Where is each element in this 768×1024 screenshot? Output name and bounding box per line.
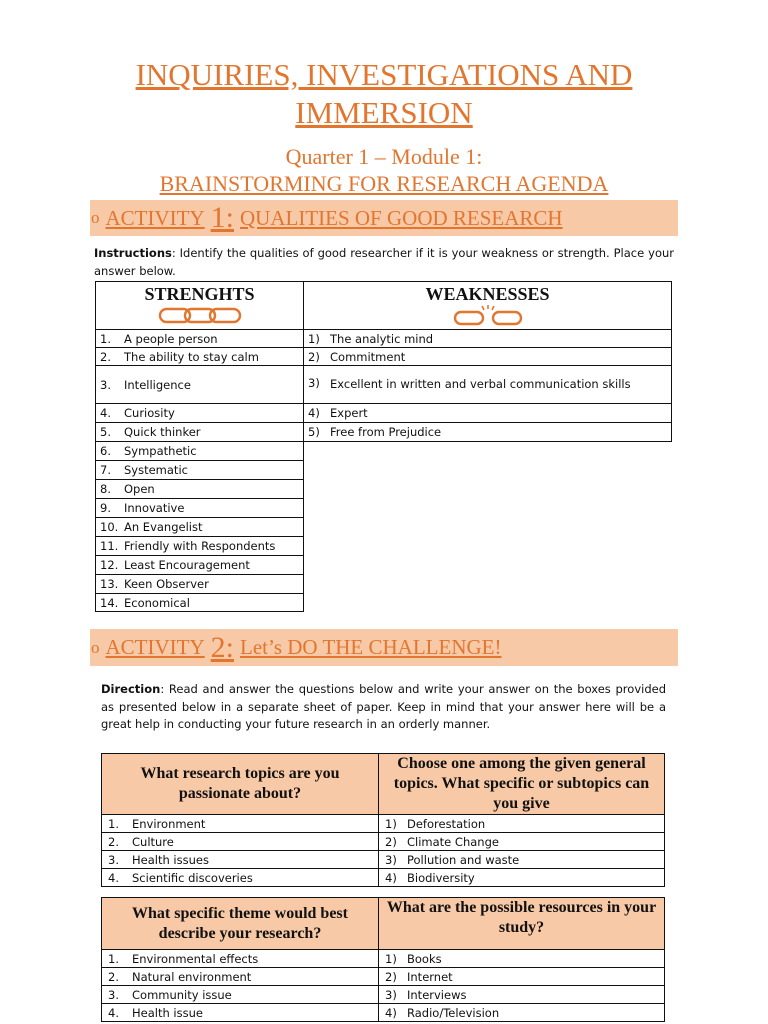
weaknesses-header-label: WEAKNESSES (425, 284, 550, 304)
bullet: o (91, 637, 100, 657)
activity1-banner (90, 200, 678, 236)
weakness-item: 1) The analytic mind (304, 330, 672, 348)
strength-item: 11. Friendly with Respondents (96, 537, 304, 556)
subtopic-item: 2) Climate Change (379, 833, 665, 851)
strengths-header-label: STRENGHTS (144, 284, 255, 304)
resource-item: 1) Books (379, 950, 665, 968)
subtopic-item: 3) Pollution and waste (379, 851, 665, 869)
activity2-banner (90, 629, 678, 666)
topics-table (101, 753, 665, 887)
strength-item: 1. A people person (96, 330, 304, 348)
activity2-label: ACTIVITY (105, 635, 205, 659)
strength-item: 10. An Evangelist (96, 518, 304, 537)
theme-item: 1. Environmental effects (102, 950, 379, 968)
weakness-item: 3) Excellent in written and verbal communication skills (304, 366, 672, 404)
resource-item: 3) Interviews (379, 986, 665, 1004)
strength-item: 13. Keen Observer (96, 575, 304, 594)
weakness-item: 5) Free from Prejudice (304, 423, 672, 442)
strengths-header (96, 282, 304, 330)
theme-header: What specific theme would best describe your research? (102, 898, 379, 950)
broken-chain-icon (453, 305, 523, 327)
activity1-number: 1: (210, 201, 234, 234)
activity1-title: QUALITIES OF GOOD RESEARCH (240, 205, 563, 230)
resources-header: What are the possible resources in your study? (379, 898, 665, 950)
direction-label: Direction (101, 682, 161, 696)
strength-item: 6. Sympathetic (96, 442, 304, 461)
passionate-topics-header: What research topics are you passionate about? (102, 754, 379, 815)
strength-item: 4. Curiosity (96, 404, 304, 423)
instructions-paragraph (94, 245, 674, 280)
direction-text: : Read and answer the questions below and write your answer on the boxes provided as presented below in a separate sheet of paper. Keep in mind that your answer here will be a great help in conducting your future research in an orderly manner. (101, 682, 666, 731)
direction-paragraph (101, 681, 666, 734)
weaknesses-header (304, 282, 672, 330)
strength-item: 8. Open (96, 480, 304, 499)
resource-item: 2) Internet (379, 968, 665, 986)
strength-item: 3. Intelligence (96, 366, 304, 404)
strength-item: 9. Innovative (96, 499, 304, 518)
strength-item: 7. Systematic (96, 461, 304, 480)
activity1-label: ACTIVITY (105, 205, 205, 230)
theme-item: 2. Natural environment (102, 968, 379, 986)
strength-item: 2. The ability to stay calm (96, 348, 304, 366)
quarter-label: Quarter 1 – Module 1: (285, 144, 483, 169)
topic-item: 3. Health issues (102, 851, 379, 869)
topic-item: 1. Environment (102, 815, 379, 833)
weakness-item: 4) Expert (304, 404, 672, 423)
topic-item: 2. Culture (102, 833, 379, 851)
chain-divider-icon (158, 305, 242, 325)
document-title-line2: IMMERSION (295, 95, 473, 130)
strength-item: 5. Quick thinker (96, 423, 304, 442)
strengths-continuation-table (95, 441, 304, 612)
module-title: BRAINSTORMING FOR RESEARCH AGENDA (159, 171, 609, 196)
theme-item: 4. Health issue (102, 1004, 379, 1022)
weakness-item: 2) Commitment (304, 348, 672, 366)
strengths-weaknesses-table (95, 281, 672, 442)
activity2-number: 2: (210, 630, 234, 664)
document-title-line1: INQUIRIES, INVESTIGATIONS AND (135, 57, 633, 92)
themes-resources-table (101, 897, 665, 1022)
instructions-text: : Identify the qualities of good researcher if it is your weakness or strength. Place your answer below. (94, 246, 674, 278)
subtopic-item: 1) Deforestation (379, 815, 665, 833)
strength-item: 12. Least Encouragement (96, 556, 304, 575)
resource-item: 4) Radio/Television (379, 1004, 665, 1022)
activity2-title: Let’s DO THE CHALLENGE! (240, 635, 502, 659)
strength-item: 14. Economical (96, 594, 304, 612)
theme-item: 3. Community issue (102, 986, 379, 1004)
subtopic-item: 4) Biodiversity (379, 869, 665, 887)
bullet: o (91, 208, 100, 227)
topic-item: 4. Scientific discoveries (102, 869, 379, 887)
subtopics-header: Choose one among the given general topics. What specific or subtopics can you give (379, 754, 665, 815)
instructions-label: Instructions (94, 246, 172, 260)
